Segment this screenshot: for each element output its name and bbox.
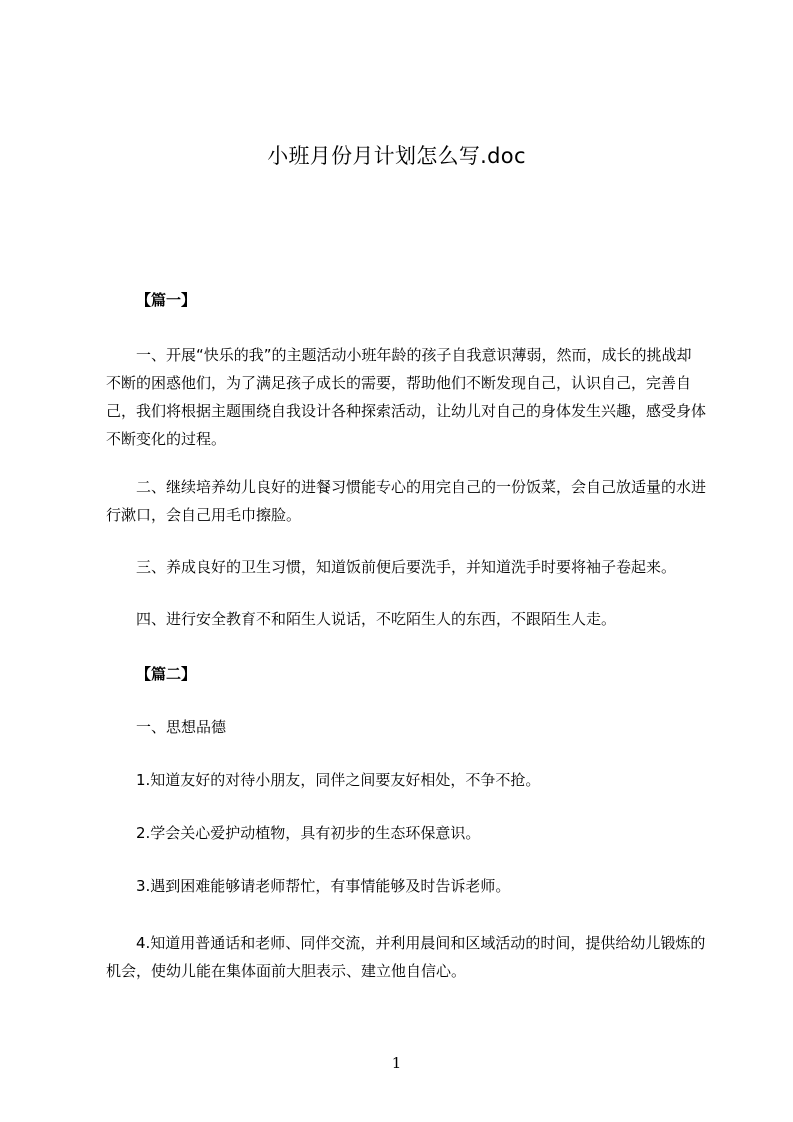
paragraph-3: 三、养成良好的卫生习惯，知道饭前便后要洗手，并知道洗手时要将袖子卷起来。: [136, 558, 677, 576]
page-number: 1: [391, 1054, 402, 1072]
list-item-2: 2.学会关心爱护动植物，具有初步的生态环保意识。: [136, 824, 481, 842]
section-heading-2: 【篇二】: [136, 665, 197, 683]
list-item-3: 3.遇到困难能够请老师帮忙，有事情能够及时告诉老师。: [136, 877, 511, 895]
paragraph-2: 二、继续培养幼儿良好的进餐习惯能专心的用完自己的一份饭菜，会自己放适量的水进行漱口，会自己用毛巾擦脸。: [106, 478, 707, 524]
list-item-4: 4.知道用普通话和老师、同伴交流，并利用晨间和区域活动的时间，提供给幼儿锻炼的机会，使幼儿能在集体面前大胆表示、建立他自信心。: [106, 934, 706, 980]
paragraph-1: 一、开展“快乐的我”的主题活动小班年龄的孩子自我意识薄弱，然而，成长的挑战却不断的困惑他们，为了满足孩子成长的需要，帮助他们不断发现自己，认识自己，完善自己，我们将根据主题围绕自我设计各种探索活动，让幼儿对自己的身体发生兴趣，感受身体不断变化的过程。: [106, 346, 707, 448]
section-heading-1: 【篇一】: [136, 291, 197, 309]
paragraph-4: 四、进行安全教育不和陌生人说话，不吃陌生人的东西，不跟陌生人走。: [136, 610, 617, 628]
subheading-moral: 一、思想品德: [136, 718, 227, 736]
list-item-1: 1.知道友好的对待小朋友，同伴之间要友好相处，不争不抢。: [136, 771, 541, 789]
document-title: 小班月份月计划怎么写.doc: [267, 144, 526, 168]
